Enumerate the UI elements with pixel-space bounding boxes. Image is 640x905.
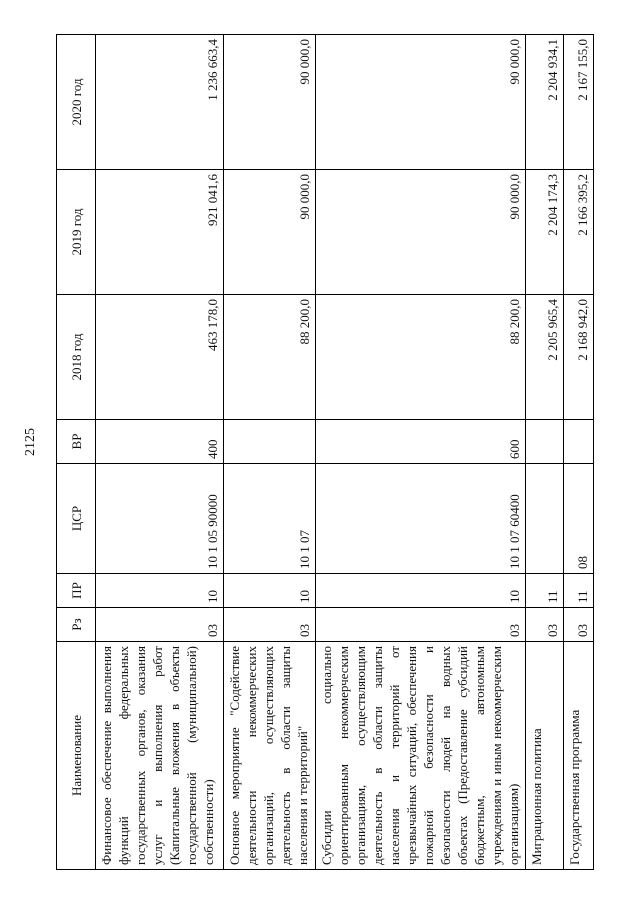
row-pr: 10 [316,574,526,608]
row-vr: 400 [96,420,224,464]
row-pr: 10 [96,574,224,608]
row-vr: 600 [316,420,526,464]
row-value-2020: 90 000,0 [316,35,526,170]
row-rz: 03 [224,608,316,642]
table-row [564,35,594,870]
row-name: Финансовое обеспечение выполнения функций федеральных государственных органов, оказания услуг и выполнения работ (Капитальные вложения в объекты государственной (муниципальной) собственности) [96,642,224,870]
row-value-2020: 2 167 155,0 [564,35,594,170]
row-rz: 03 [316,608,526,642]
row-rz: 03 [564,608,594,642]
row-csr: 10 1 07 [224,464,316,574]
row-value-2019: 90 000,0 [224,170,316,295]
table-row [224,35,316,870]
row-value-2019: 921 041,6 [96,170,224,295]
row-name: Миграционная политика [526,642,564,870]
header-pr: ПР [57,574,96,608]
row-vr [526,420,564,464]
row-csr: 10 1 05 90000 [96,464,224,574]
row-value-2020: 2 204 934,1 [526,35,564,170]
row-name: Субсидии социально ориентированным некоммерческим организациям, осуществляющим деятельность в области защиты населения и территорий от чрезвычайных ситуаций, обеспечения пожарной безопасности и безопасности людей на водных объектах (Предоставление субсидий бюджетным, автономным учреждениям и иным некоммерческим организациям) [316,642,526,870]
row-value-2020: 90 000,0 [224,35,316,170]
row-value-2018: 2 168 942,0 [564,295,594,420]
row-value-2018: 2 205 965,4 [526,295,564,420]
row-csr: 10 1 07 60400 [316,464,526,574]
row-csr: 08 [564,464,594,574]
row-name: Основное мероприятие "Содействие деятельности некоммерческих организаций, осуществляющих деятельность в области защиты населения и территорий" [224,642,316,870]
budget-table-stage [56,35,606,870]
table-row [526,35,564,870]
table-row [316,35,526,870]
row-value-2019: 2 166 395,2 [564,170,594,295]
header-2018: 2018 год [57,295,96,420]
row-value-2018: 88 200,0 [316,295,526,420]
page-number: 2125 [23,428,38,456]
table-row [96,35,224,870]
header-vr: ВР [57,420,96,464]
row-pr: 11 [526,574,564,608]
row-pr: 11 [564,574,594,608]
budget-table [56,34,594,870]
row-value-2018: 463 178,0 [96,295,224,420]
row-name: Государственная программа [564,642,594,870]
row-vr [224,420,316,464]
row-csr [526,464,564,574]
header-2019: 2019 год [57,170,96,295]
row-pr: 10 [224,574,316,608]
row-rz: 03 [526,608,564,642]
row-rz: 03 [96,608,224,642]
header-rz: Рз [57,608,96,642]
row-value-2018: 88 200,0 [224,295,316,420]
table-header-row [57,35,96,870]
row-value-2019: 90 000,0 [316,170,526,295]
row-value-2019: 2 204 174,3 [526,170,564,295]
header-csr: ЦСР [57,464,96,574]
row-vr [564,420,594,464]
header-name: Наименование [57,642,96,870]
header-2020: 2020 год [57,35,96,170]
row-value-2020: 1 236 663,4 [96,35,224,170]
